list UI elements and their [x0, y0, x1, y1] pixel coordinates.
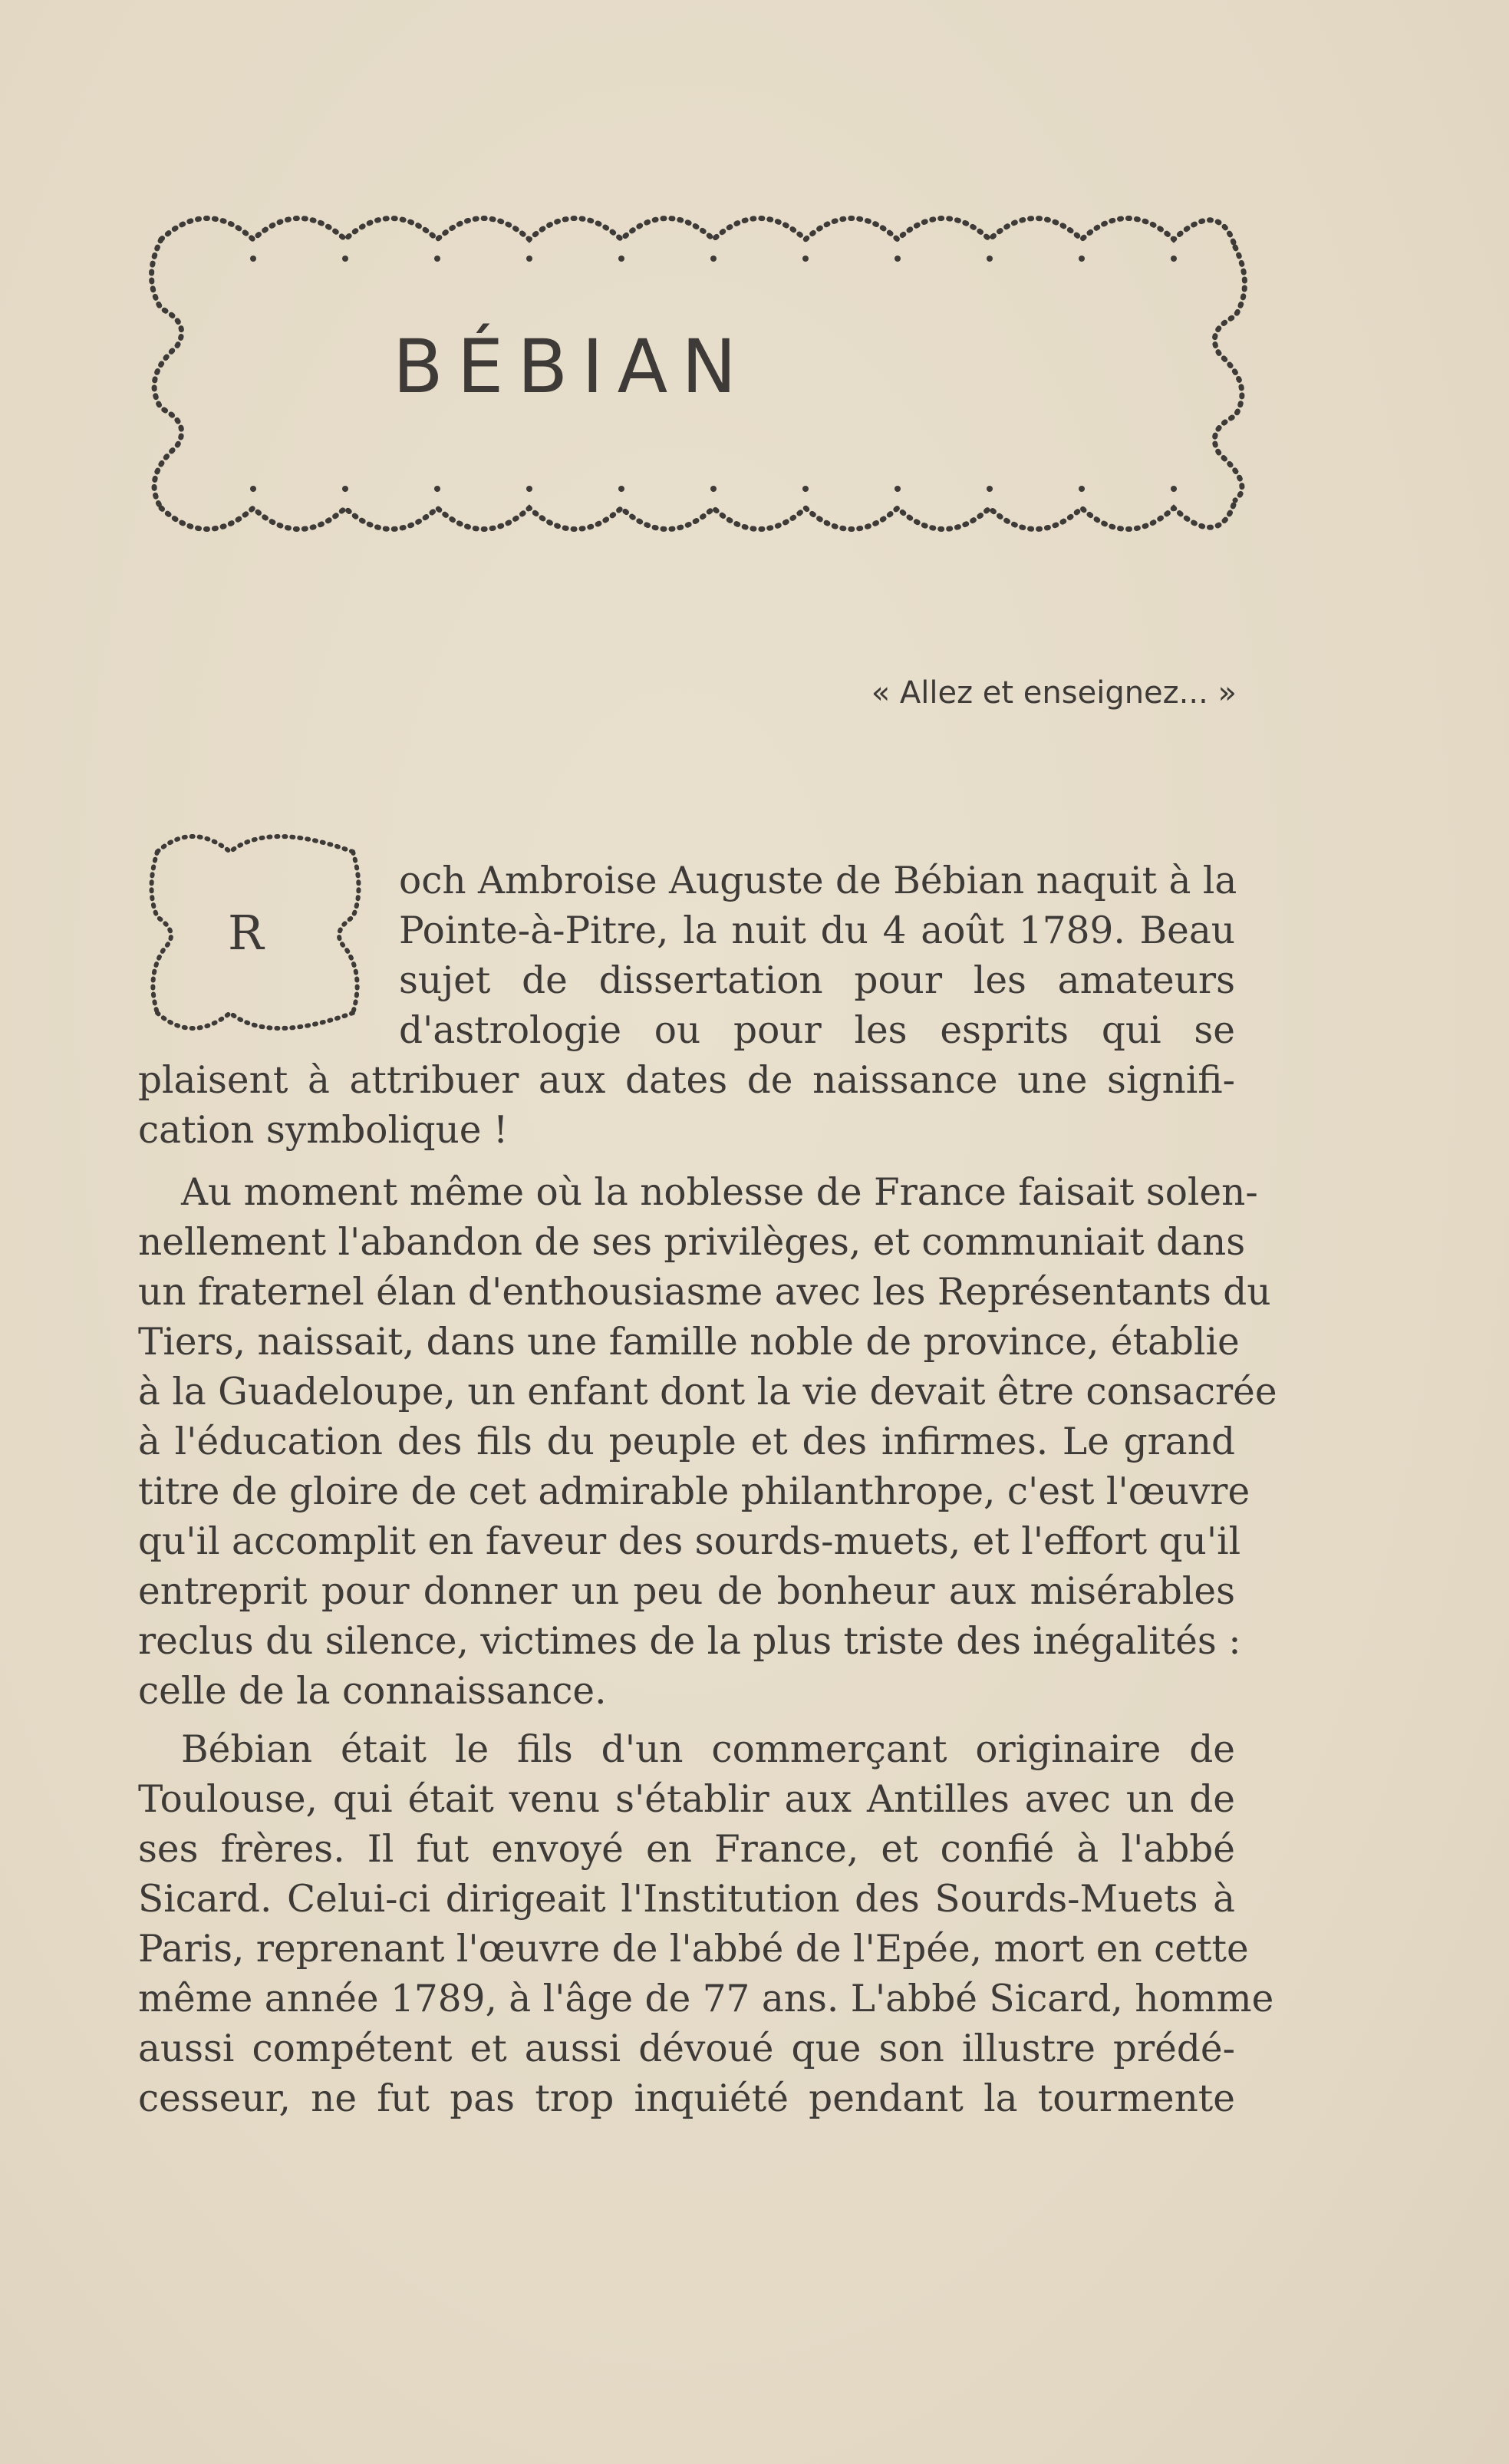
paragraph-2: [138, 1168, 1277, 1717]
text-line: un fraternel élan d'enthousiasme avec les Représentants du: [138, 1271, 1271, 1314]
text-line: Bébian était le fils d'un commerçant originaire de: [181, 1728, 1235, 1771]
chapter-title: BÉBIAN: [392, 324, 751, 410]
text-line: och Ambroise Auguste de Bébian naquit à la: [399, 859, 1237, 902]
paragraph-3: [138, 1725, 1274, 2124]
text-line: Au moment même où la noblesse de France faisait solen-: [181, 1171, 1258, 1214]
text-line: cation symbolique !: [138, 1109, 509, 1152]
text-line: plaisent à attribuer aux dates de naissance une signifi-: [138, 1059, 1235, 1102]
text-line: qu'il accomplit en faveur des sourds-muets, et l'effort qu'il: [138, 1520, 1241, 1563]
text-line: Sicard. Celui-ci dirigeait l'Institution des Sourds-Muets à: [138, 1878, 1235, 1921]
text-line: à l'éducation des fils du peuple et des infirmes. Le grand: [138, 1420, 1235, 1463]
text-line: aussi compétent et aussi dévoué que son illustre prédé-: [138, 2027, 1235, 2070]
text-line: Paris, reprenant l'œuvre de l'abbé de l'Epée, mort en cette: [138, 1928, 1249, 1971]
paragraph-1-rest: [138, 1056, 1235, 1156]
text-line: d'astrologie ou pour les esprits qui se: [399, 1009, 1235, 1052]
text-line: Pointe-à-Pitre, la nuit du 4 août 1789. Beau: [399, 909, 1235, 952]
text-line: nellement l'abandon de ses privilèges, et communiait dans: [138, 1221, 1246, 1264]
text-line: ses frères. Il fut envoyé en France, et confié à l'abbé: [138, 1828, 1235, 1871]
text-line: cesseur, ne fut pas trop inquiété pendant la tourmente: [138, 2077, 1235, 2120]
paragraph-1-indented: [399, 856, 1235, 1056]
text-line: reclus du silence, victimes de la plus triste des inégalités :: [138, 1620, 1241, 1663]
text-line: titre de gloire de cet admirable philanthrope, c'est l'œuvre: [138, 1470, 1250, 1513]
text-line: même année 1789, à l'âge de 77 ans. L'abbé Sicard, homme: [138, 1977, 1274, 2020]
text-line: Tiers, naissait, dans une famille noble de province, établie: [138, 1321, 1240, 1364]
epigraph: « Allez et enseignez... »: [871, 675, 1237, 711]
text-line: Toulouse, qui était venu s'établir aux Antilles avec un de: [138, 1778, 1235, 1821]
text-line: celle de la connaissance.: [138, 1670, 607, 1713]
dropcap-letter: R: [228, 905, 264, 961]
text-line: entreprit pour donner un peu de bonheur aux misérables: [138, 1570, 1235, 1613]
text-line: à la Guadeloupe, un enfant dont la vie devait être consacrée: [138, 1371, 1277, 1413]
text-line: sujet de dissertation pour les amateurs: [399, 959, 1235, 1002]
